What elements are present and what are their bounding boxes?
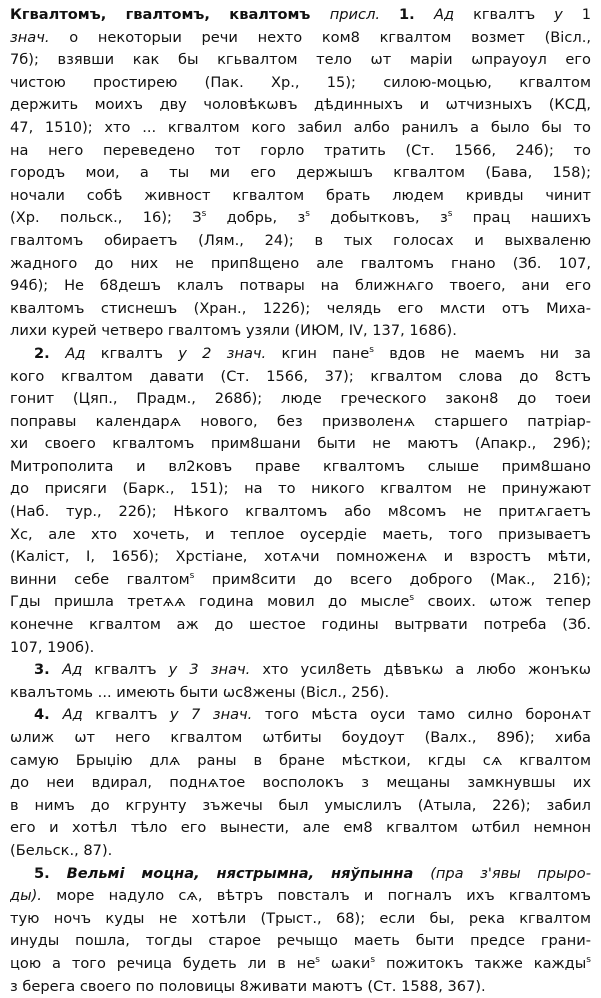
text-line (10, 117, 591, 140)
text-run: s (586, 955, 591, 966)
text-run: Ад (62, 706, 96, 724)
text-run: его и хотѣл тѣло его вынести, але ем8 кгвалтом ѡтбил немнон (10, 819, 591, 837)
text-run: знач. (10, 28, 70, 46)
text-run: 1. (398, 6, 435, 23)
text-line (10, 4, 591, 27)
text-run: кого кгвалтом давати (Ст. 1566, 37); кгвалтом слова до 8стъ (10, 367, 591, 385)
text-line (10, 885, 591, 908)
text-line (10, 501, 591, 524)
text-run: квалътомь ... имеють быти ѡс8жены (Вісл., 25б). (10, 683, 390, 701)
text-run: конечне кгвалтом аж до шестое годины вытрвати потреба (Зб. (10, 616, 591, 634)
text-run: винни себе гвалтом (10, 570, 190, 588)
sense-1 (10, 4, 591, 343)
text-run: s (447, 209, 453, 220)
text-line (10, 478, 591, 501)
text-run: до присяги (Барк., 151); на то никого кгвалтом не принужают (10, 480, 591, 498)
text-run: тую ночъ куды не хотѣли (Трыст., 68); если бы, река кгвалтом (10, 909, 591, 927)
text-run: держить моихъ дву чоловѣкѡвъ дѣдинныхъ и ѡтчизныхъ (КСД, (10, 96, 591, 114)
text-line (10, 253, 591, 276)
text-line (10, 659, 591, 682)
text-run: Гды пришла третѧѧ година мовил до мысле (10, 593, 410, 611)
text-run: ды). (10, 887, 57, 905)
text-line (10, 682, 591, 705)
text-run: того мѣста оуси тамо силно боронѧт (264, 706, 591, 724)
text-run: своих. ѡтож тепер (414, 593, 591, 611)
text-run: Кгвалтомъ, гвалтомъ, квалтомъ (10, 6, 330, 23)
text-line (10, 727, 591, 750)
text-run: s (201, 209, 207, 220)
text-line (10, 162, 591, 185)
text-run: хто усил8еть дѣвъкѡ а любо жонъкѡ (262, 661, 591, 679)
text-run: лихи курей четверо гвалтомъ узяли (ИЮМ, IV, 137, 1686). (10, 322, 457, 340)
text-line (10, 637, 591, 660)
text-run: s (369, 345, 374, 356)
text-run: s (409, 593, 415, 604)
text-line (10, 750, 591, 773)
text-line (10, 298, 591, 321)
text-run: добрь, з (206, 209, 306, 227)
text-line (10, 275, 591, 298)
text-line (10, 49, 591, 72)
text-run: добытковъ, з (309, 209, 448, 227)
text-run: 2. (34, 344, 66, 362)
text-run: гонит (Цяп., Прадм., 268б); люде греческого закон8 до тоеи (10, 390, 591, 408)
text-run: у 2 знач. (178, 344, 282, 362)
text-run: на него переведено тот горло тратить (Ст. 1566, 24б); то (10, 141, 591, 159)
text-line (10, 953, 591, 976)
text-run: Хс, але хто хочеть, и теплое оусердіе маеть, того призываетъ (10, 525, 591, 543)
text-line (10, 976, 591, 998)
text-run: 4. (34, 706, 63, 724)
text-run: Митрополита и вл2ковъ праве кгвалтомъ слыше прим8шано (10, 457, 591, 475)
text-run: городъ мои, а ты ми его держышъ кгвалтом (Бава, 158); (10, 164, 591, 182)
text-run: 3. (34, 661, 63, 679)
text-run: прим8сити до всего доброго (Мак., 21б); (194, 570, 591, 588)
sense-4 (10, 704, 591, 862)
text-run: прац нашихъ (452, 209, 591, 227)
text-run: ѡаки (320, 954, 371, 972)
text-run: кгвалтъ (100, 344, 179, 362)
text-run: кгвалтъ (94, 661, 169, 679)
text-line (10, 840, 591, 863)
dictionary-entry (10, 4, 591, 998)
text-line (10, 185, 591, 208)
text-run: до неи вдирал, поднѧтое восполокъ з мещаны замкнувшы их (10, 774, 591, 792)
text-line (10, 140, 591, 163)
text-run: Ад (65, 344, 101, 362)
text-line (10, 27, 591, 50)
text-run: ѡлиж ѡт него кгвалтом ѡтбиты боудоут (Валх., 89б); хиба (10, 729, 591, 746)
text-line (10, 524, 591, 547)
text-line (10, 230, 591, 253)
text-run: 5. (34, 864, 67, 882)
text-run: ночали собѣ живност кгвалтом брать людем кривды чинит (10, 186, 591, 204)
text-run: чистою простирею (Пак. Хр., 15); силою-моцью, кгвалтом (10, 73, 591, 91)
text-run: у (554, 6, 582, 23)
text-run: гвалтомъ обираетъ (Лям., 24); в тых голосах и выхваленю (10, 231, 591, 249)
text-line (10, 772, 591, 795)
text-line (10, 908, 591, 931)
text-run: (пра з'явы прыро- (430, 864, 591, 882)
text-line (10, 433, 591, 456)
text-run: инуды пошла, тогды старое речыщо маеть быти предсе грани- (10, 932, 591, 950)
text-line (10, 704, 591, 727)
text-run: s (189, 570, 195, 581)
text-run: у 7 знач. (169, 706, 265, 724)
text-run: в нимъ до кгрунту зъжечы был умыслилъ (Атыла, 226); забил (10, 796, 591, 814)
text-run: пожитокъ также кажды (375, 954, 587, 972)
text-run: (Бельск., 87). (10, 841, 113, 859)
text-run: Ад (434, 6, 474, 23)
text-run: Ад (62, 661, 95, 679)
text-line (10, 320, 591, 343)
text-run: кгин пане (281, 344, 370, 362)
text-line (10, 411, 591, 434)
text-run: 107, 190б). (10, 638, 95, 656)
text-line (10, 817, 591, 840)
text-run: цою а того речица будеть ли в не (10, 954, 316, 972)
text-run: жадного до них не прип8щено але гвалтомъ гнано (Зб. 107, (10, 254, 591, 272)
text-run: кгвалтъ (473, 6, 555, 23)
text-run: кгвалтъ (95, 706, 170, 724)
text-line (10, 591, 591, 614)
text-line (10, 863, 591, 886)
text-run: s (305, 209, 310, 220)
text-run: о некоторыи речи нехто ком8 кгвалтом возмет (Вісл., (69, 28, 591, 46)
text-run: самую Брыџію длѧ раны в бране мѣсткои, кгды сѧ кгвалтом (10, 751, 591, 769)
text-run: (Хр. польск., 16); З (10, 209, 202, 227)
text-run: 94б); Не б8дешъ клалъ потвары на ближнѧго твоего, ани его (10, 277, 591, 295)
text-line (10, 366, 591, 389)
text-run: 47, 1510); хто ... кгвалтом кого забил албо ранилъ а было бы то (10, 118, 591, 136)
sense-3 (10, 659, 591, 704)
sense-5 (10, 863, 591, 998)
text-line (10, 207, 591, 230)
text-run: 1 (581, 6, 591, 23)
text-run: з берега своего по половицы 8живати маютъ (Ст. 1588, 367). (10, 977, 486, 995)
text-run: s (315, 955, 320, 966)
text-run: у 3 знач. (168, 661, 263, 679)
text-line (10, 388, 591, 411)
text-line (10, 614, 591, 637)
sense-2 (10, 343, 591, 659)
text-run: квалтомъ стиснешъ (Хран., 122б); челядь его мᴧсти отъ Миха- (10, 299, 591, 317)
text-line (10, 930, 591, 953)
text-line (10, 795, 591, 818)
text-line (10, 72, 591, 95)
text-line (10, 343, 591, 366)
text-run: поправы календарѧ нового, без призволенѧ старшего патріар- (10, 412, 591, 430)
text-run: вдов не маемъ ни за (373, 344, 591, 362)
text-run: (Наб. тур., 22б); Нѣкого кгвалтомъ або м8сомъ не притѧгаетъ (10, 503, 591, 521)
text-run: присл. (329, 6, 399, 23)
text-line (10, 569, 591, 592)
text-run: хи своего кгвалтомъ прим8шани быти не маютъ (Апакр., 29б); (10, 435, 591, 453)
text-run: s (370, 955, 376, 966)
text-run: Вельмі моцна, нястрымна, няўпынна (66, 864, 431, 882)
text-run: море надуло сѧ, вѣтръ повсталъ и погналъ ихъ кгвалтомъ (56, 887, 591, 905)
text-run: (Каліст, I, 165б); Хрстіане, хотѧчи помноженѧ и взростъ мѣти, (10, 548, 591, 566)
text-line (10, 456, 591, 479)
text-line (10, 546, 591, 569)
text-line (10, 94, 591, 117)
text-run: 7б); взявши как бы кгьвалтом тело ѡт маріи ѡпрауоул его (10, 51, 591, 69)
